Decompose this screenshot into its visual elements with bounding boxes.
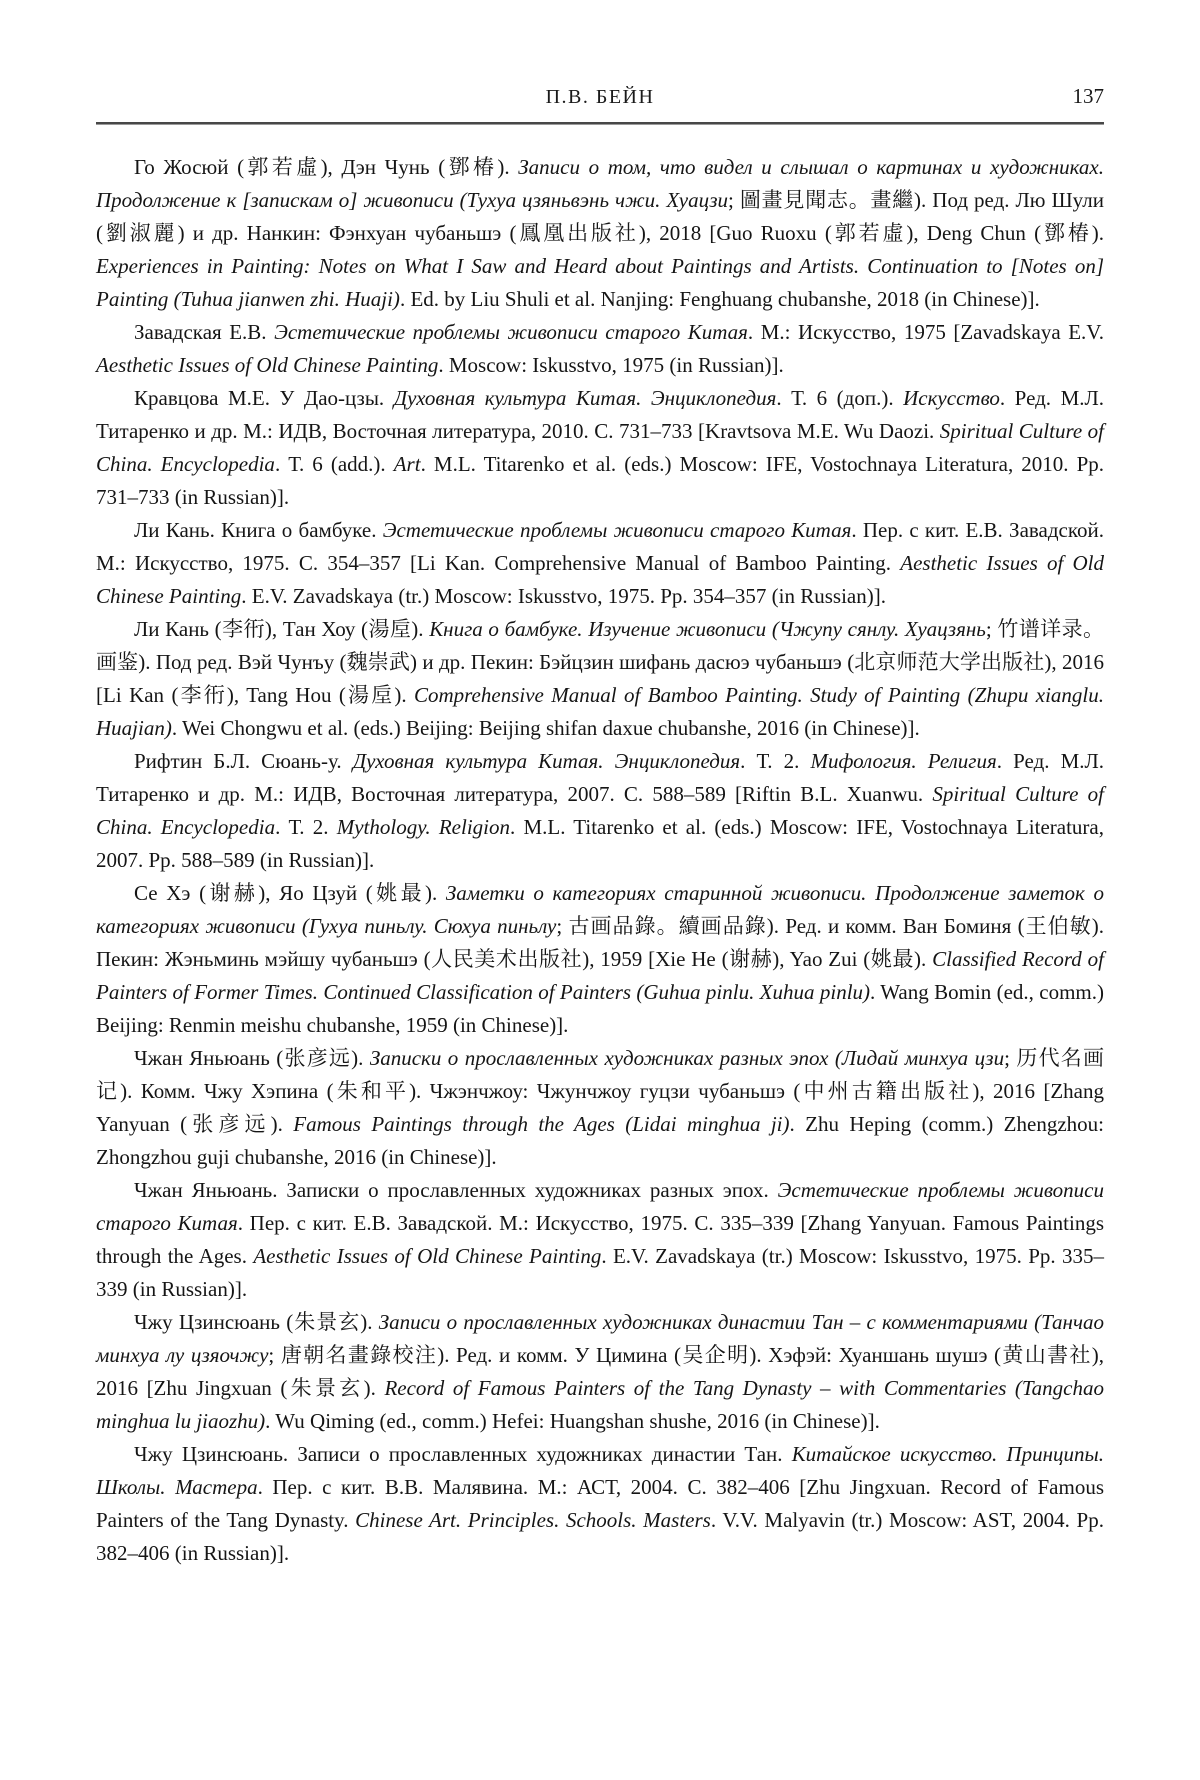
reference-text-segment: ; 历代名画记). Комм. Чжу Хэпина (朱和平). Чжэнчжоу: Чжунчжоу гуцзи чубаньшэ (中州古籍出版社), 2016 [Zhang Yanyuan (张彦远).	[96, 1046, 1104, 1136]
reference-text-segment: Classified Record of Painters of Former Times. Continued Classification of Painters (Guhua pinlu. Xuhua pinlu)	[96, 947, 1104, 1004]
reference-text-segment: . Ред. М.Л. Титаренко и др. М.: ИДВ, Восточная литература, 2010. С. 731–733 [Kravtsova M.E. Wu Daozi.	[96, 386, 1105, 443]
reference-text-segment: Го Жосюй (郭若虛), Дэн Чунь (鄧椿).	[134, 155, 519, 179]
reference-text-segment: Spiritual Culture of China. Encyclopedia	[96, 782, 1104, 839]
reference-text-segment: . Т. 6 (add.).	[274, 452, 394, 476]
reference-text-segment: Эстетические проблемы живописи старого Китая	[274, 320, 748, 344]
page-header	[96, 0, 1104, 112]
reference-text-segment: Эстетические проблемы живописи старого Китая	[382, 518, 852, 542]
reference-entry	[96, 745, 1104, 877]
reference-text-segment: ; 古画品錄。續画品錄). Ред. и комм. Ван Боминя (王伯敏). Пекин: Жэньминь мэйшу чубаньшэ (人民美术出版社), 1959 [Xie He (谢赫), Yao Zui (姚最).	[96, 914, 1104, 971]
reference-entry	[96, 1438, 1104, 1570]
reference-text-segment: Mythology. Religion	[336, 815, 510, 839]
reference-text-segment: . Wu Qiming (ed., comm.) Hefei: Huangshan shushe, 2016 (in Chinese)].	[265, 1409, 880, 1433]
reference-text-segment: Завадская Е.В.	[134, 320, 275, 344]
reference-entry	[96, 1174, 1104, 1306]
reference-entry	[96, 514, 1104, 613]
running-title: П.В. БЕЙН	[545, 86, 655, 108]
reference-text-segment: . E.V. Zavadskaya (tr.) Moscow: Iskusstvo, 1975. Pp. 335–339 (in Russian)].	[96, 1244, 1104, 1301]
reference-text-segment: Чжу Цзинсюань. Записи о прославленных художниках династии Тан.	[134, 1442, 792, 1466]
reference-text-segment: Comprehensive Manual of Bamboo Painting. Study of Painting (Zhupu xianglu. Huajian)	[96, 683, 1104, 740]
reference-entry	[96, 613, 1104, 745]
reference-text-segment: Рифтин Б.Л. Сюань-у.	[134, 749, 353, 773]
reference-text-segment: Кравцова М.Е. У Дао-цзы.	[134, 386, 394, 410]
reference-text-segment: ; 唐朝名畫錄校注). Ред. и комм. У Цимина (吴企明). Хэфэй: Хуаншань шушэ (黄山書社), 2016 [Zhu Jingxuan (朱景玄).	[96, 1343, 1104, 1400]
reference-text-segment: Чжу Цзинсюань (朱景玄).	[134, 1310, 379, 1334]
reference-text-segment: . Т. 2.	[275, 815, 337, 839]
header-rule	[96, 122, 1104, 125]
reference-text-segment: ; 圖畫見聞志。畫繼). Под ред. Лю Шули (劉淑麗) и др. Нанкин: Фэнхуан чубаньшэ (鳳凰出版社), 2018 [Guo Ruoxu (郭若虛), Deng Chun (鄧椿).	[96, 188, 1104, 245]
reference-text-segment: Art	[393, 452, 421, 476]
reference-text-segment: . М.: Искусство, 1975 [Zavadskaya E.V.	[747, 320, 1104, 344]
reference-text-segment: Spiritual Culture of China. Encyclopedia	[96, 419, 1105, 476]
reference-text-segment: Книга о бамбуке. Изучение живописи (Чжупу сянлу. Хуацзянь	[429, 617, 986, 641]
reference-text-segment: Китайское искусство. Принципы. Школы. Мастера	[96, 1442, 1104, 1499]
reference-text-segment: . V.V. Malyavin (tr.) Moscow: AST, 2004. Pp. 382–406 (in Russian)].	[96, 1508, 1104, 1565]
reference-text-segment: Чжан Яньюань (张彦远).	[134, 1046, 370, 1070]
reference-text-segment: Ли Кань. Книга о бамбуке.	[134, 518, 383, 542]
reference-text-segment: . Пер. с кит. Е.В. Завадской. М.: Искусство, 1975. С. 335–339 [Zhang Yanyuan. Famous Paintings through the Ages.	[96, 1211, 1104, 1268]
reference-text-segment: Духовная культура Китая. Энциклопедия	[393, 386, 777, 410]
reference-text-segment: . Ред. М.Л. Титаренко и др. М.: ИДВ, Восточная литература, 2007. С. 588–589 [Riftin B.L. Xuanwu.	[96, 749, 1105, 806]
reference-entry	[96, 1306, 1104, 1438]
reference-entry	[96, 151, 1104, 316]
reference-entry	[96, 382, 1104, 514]
reference-text-segment: Записи о прославленных художниках династии Тан – с комментариями (Танчао минхуа лу цзяочжу	[96, 1310, 1104, 1367]
page-number: 137	[1072, 84, 1104, 108]
reference-text-segment: Aesthetic Issues of Old Chinese Painting	[96, 353, 439, 377]
reference-text-segment: . E.V. Zavadskaya (tr.) Moscow: Iskusstvo, 1975. Pp. 354–357 (in Russian)].	[241, 584, 886, 608]
reference-entry	[96, 877, 1104, 1042]
reference-text-segment: . M.L. Titarenko et al. (eds.) Moscow: IFE, Vostochnaya Literatura, 2010. Pp. 731–733 (in Russian)].	[96, 452, 1104, 509]
reference-text-segment: Experiences in Painting: Notes on What I Saw and Heard about Paintings and Artists. Continuation to [Notes on] Painting (Tuhua jianwen zhi. Huaji)	[96, 254, 1104, 311]
reference-text-segment: Chinese Art. Principles. Schools. Masters	[355, 1508, 711, 1532]
reference-text-segment: . Moscow: Iskusstvo, 1975 (in Russian)].	[438, 353, 784, 377]
reference-text-segment: Мифология. Религия	[810, 749, 997, 773]
reference-text-segment: . Ed. by Liu Shuli et al. Nanjing: Fenghuang chubanshe, 2018 (in Chinese)].	[399, 287, 1040, 311]
reference-text-segment: . M.L. Titarenko et al. (eds.) Moscow: IFE, Vostochnaya Literatura, 2007. Pp. 588–589 (in Russian)].	[96, 815, 1104, 872]
reference-text-segment: ; 竹谱详录。画鉴). Под ред. Вэй Чунъу (魏崇武) и др. Пекин: Бэйцзин шифань дасюэ чубаньшэ (北京师范大学出版社), 2016 [Li Kan (李衎), Tang Hou (湯垕).	[96, 617, 1104, 707]
reference-text-segment: Записки о прославленных художниках разных эпох (Лидай минхуа цзи	[369, 1046, 1005, 1070]
reference-text-segment: Aesthetic Issues of Old Chinese Painting	[96, 551, 1105, 608]
reference-entry	[96, 316, 1104, 382]
reference-text-segment: Aesthetic Issues of Old Chinese Painting	[253, 1244, 602, 1268]
reference-text-segment: Ли Кань (李衎), Тан Хоу (湯垕).	[134, 617, 430, 641]
reference-text-segment: . Wei Chongwu et al. (eds.) Beijing: Beijing shifan daxue chubanshe, 2016 (in Chinese)].	[171, 716, 920, 740]
reference-text-segment: . Т. 6 (доп.).	[776, 386, 904, 410]
reference-entry	[96, 1042, 1104, 1174]
reference-text-segment: Духовная культура Китая. Энциклопедия	[352, 749, 741, 773]
reference-text-segment: Чжан Яньюань. Записки о прославленных художниках разных эпох.	[134, 1178, 778, 1202]
reference-text-segment: . Пер. с кит. В.В. Малявина. М.: АСТ, 2004. С. 382–406 [Zhu Jingxuan. Record of Famous Painters of the Tang Dynasty.	[96, 1475, 1104, 1532]
reference-text-segment: . Т. 2.	[740, 749, 811, 773]
reference-text-segment: Заметки о категориях старинной живописи. Продолжение заметок о категориях живописи (Гухуа пиньлу. Сюхуа пиньлу	[96, 881, 1104, 938]
reference-text-segment: Искусство	[903, 386, 1000, 410]
reference-text-segment: Записи о том, что видел и слышал о картинах и художниках. Продолжение к [запискам о] живописи (Тухуа цзяньвэнь чжи. Хуацзи	[96, 155, 1105, 212]
reference-text-segment: Эстетические проблемы живописи старого Китая	[96, 1178, 1104, 1235]
reference-text-segment: Famous Paintings through the Ages (Lidai minghua ji)	[293, 1112, 790, 1136]
reference-text-segment: . Пер. с кит. Е.В. Завадской. М.: Искусство, 1975. С. 354–357 [Li Kan. Comprehensive Manual of Bamboo Painting.	[96, 518, 1104, 575]
reference-text-segment: . Wang Bomin (ed., comm.) Beijing: Renmin meishu chubanshe, 1959 (in Chinese)].	[96, 980, 1104, 1037]
reference-text-segment: Се Хэ (谢赫), Яо Цзуй (姚最).	[134, 881, 446, 905]
reference-text-segment: . Zhu Heping (comm.) Zhengzhou: Zhongzhou guji chubanshe, 2016 (in Chinese)].	[96, 1112, 1104, 1169]
references-list	[96, 151, 1104, 1570]
reference-text-segment: Record of Famous Painters of the Tang Dynasty – with Commentaries (Tangchao minghua lu jiaozhu)	[96, 1376, 1104, 1433]
